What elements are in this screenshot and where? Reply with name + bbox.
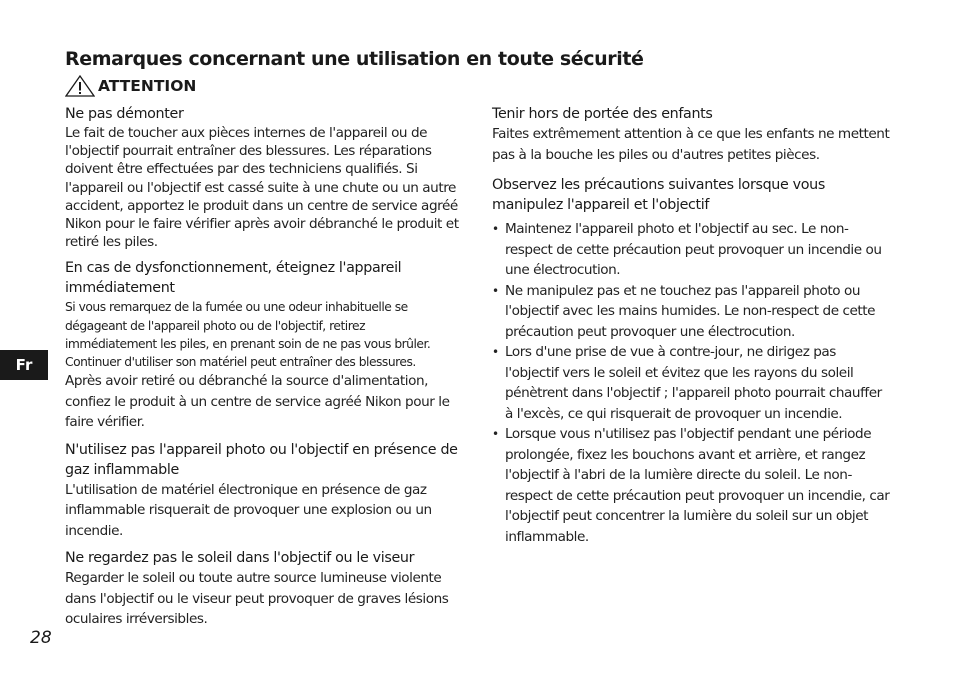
list-item-text: Ne manipulez pas et ne touchez pas l'appareil photo ou l'objectif avec les mains humides. Le non-respect de cette précaution peut provoquer une électrocution. — [505, 282, 876, 340]
page-title: Remarques concernant une utilisation en toute sécurité — [65, 48, 644, 70]
list-item — [492, 281, 892, 343]
warning-triangle-icon — [65, 75, 95, 97]
list-item — [492, 219, 892, 281]
list-item — [492, 424, 892, 547]
section-heading: Ne pas démonter — [65, 106, 184, 122]
list-item-text: Lorsque vous n'utilisez pas l'objectif pendant une période prolongée, fixez les bouchons avant et arrière, et rangez l'objectif à l'abri de la lumière directe du soleil. Le non-respect de cette précaution peut provoquer un incendie, car l'objectif peut concentrer la lumière du soleil sur un objet inflammable. — [505, 426, 890, 545]
section-heading: N'utilisez pas l'appareil photo ou l'objectif en présence de gaz inflammable — [65, 441, 458, 478]
bullet-glyph: • — [492, 283, 499, 298]
section-soleil — [65, 548, 460, 630]
bullet-glyph: • — [492, 345, 499, 359]
attention-label: ATTENTION — [98, 77, 197, 95]
section-body: Faites extrêmement attention à ce que les enfants ne mettent pas à la bouche les piles ou d'autres petites pièces. — [492, 126, 890, 163]
section-heading: En cas de dysfonctionnement, éteignez l'appareil immédiatement — [65, 260, 402, 297]
section-body: L'utilisation de matériel électronique en présence de gaz inflammable risquerait de provoquer une explosion ou un incendie. — [65, 481, 432, 539]
section-body: Si vous remarquez de la fumée ou une odeur inhabituelle se dégageant de l'appareil photo ou de l'objectif, retirez immédiatement les piles, en prenant soin de ne pas vous brûler. Continuer d'utiliser son matériel peut entraîner des blessures. — [65, 300, 431, 370]
page-number: 28 — [30, 628, 52, 648]
section-heading: Observez les précautions suivantes lorsque vous manipulez l'appareil et l'objectif — [492, 177, 825, 213]
language-tab: Fr — [0, 350, 48, 380]
section-dysfonctionnement — [65, 258, 460, 432]
section-body: Après avoir retiré ou débranché la source d'alimentation, confiez le produit à un centre de service agréé Nikon pour le faire vérifier. — [65, 373, 450, 431]
section-body: Regarder le soleil ou toute autre source lumineuse violente dans l'objectif ou le viseur peut provoquer de graves lésions oculaires irréversibles. — [65, 570, 449, 628]
bullet-glyph: • — [492, 222, 499, 236]
precautions-list — [492, 219, 892, 547]
section-enfants — [492, 104, 892, 165]
list-item-text: Maintenez l'appareil photo et l'objectif au sec. Le non-respect de cette précaution peut provoquer un incendie ou une électrocution. — [505, 221, 882, 278]
right-column — [492, 104, 892, 554]
list-item-text: Lors d'une prise de vue à contre-jour, ne dirigez pas l'objectif vers le soleil et évitez que les rayons du soleil pénètrent dans l'objectif ; l'appareil photo pourrait chauffer à l'excès, ce qui risquerait de provoquer un incendie. — [505, 344, 882, 422]
attention-heading — [65, 75, 196, 97]
section-ne-pas-demonter — [65, 104, 460, 251]
bullet-glyph: • — [492, 427, 499, 441]
section-heading: Ne regardez pas le soleil dans l'objectif ou le viseur — [65, 550, 415, 567]
list-item — [492, 342, 892, 424]
section-gaz-inflammable — [65, 440, 460, 542]
section-body: Le fait de toucher aux pièces internes de l'appareil ou de l'objectif pourrait entraîner des blessures. Les réparations doivent être effectuées par des techniciens qualifiés. Si l'appareil ou l'objectif est cassé suite à une chute ou un autre accident, apportez le produit dans un centre de service agréé Nikon pour le faire vérifier après avoir débranché le produit et retiré les piles. — [65, 125, 459, 251]
left-column — [65, 104, 460, 637]
section-precautions — [492, 175, 892, 547]
section-heading: Tenir hors de portée des enfants — [492, 106, 713, 122]
